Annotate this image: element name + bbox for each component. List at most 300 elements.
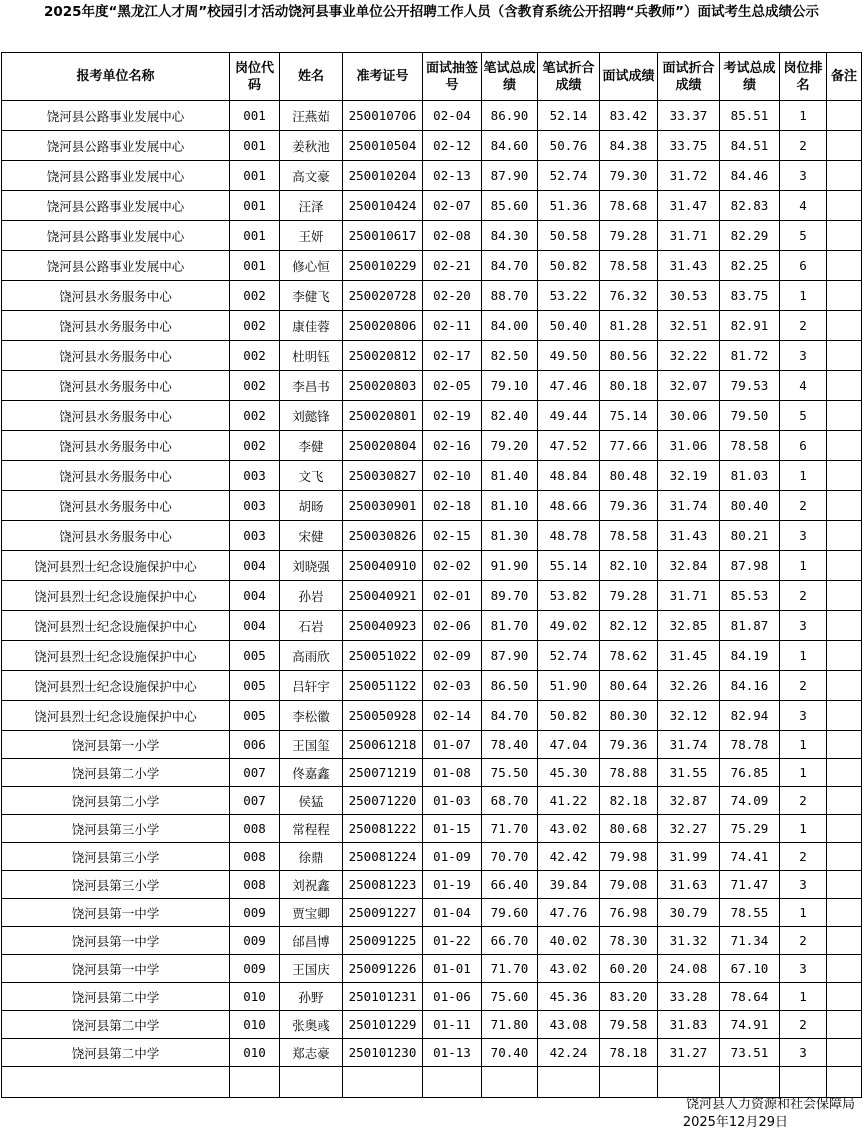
interview-weighted-cell: 30.06 [658,401,720,431]
ticket-number-cell: 250010229 [343,251,423,281]
total-score-cell: 78.58 [720,431,780,461]
name-cell: 刘懿锋 [280,401,343,431]
written-score-cell: 84.70 [482,251,538,281]
blank-cell [538,1067,600,1098]
table-row [2,101,862,131]
remarks-cell [827,581,862,611]
interview-weighted-cell: 31.71 [658,581,720,611]
written-weighted-cell: 42.24 [538,1039,600,1067]
draw-number-cell: 02-06 [423,611,482,641]
draw-number-cell: 02-05 [423,371,482,401]
written-weighted-cell: 41.22 [538,787,600,815]
draw-number-cell: 01-15 [423,815,482,843]
interview-score-cell: 78.88 [600,759,658,787]
written-score-cell: 85.60 [482,191,538,221]
name-cell: 王国庆 [280,955,343,983]
name-cell: 刘晓强 [280,551,343,581]
blank-cell [230,1067,280,1098]
draw-number-cell: 01-09 [423,843,482,871]
name-cell: 吕轩宇 [280,671,343,701]
name-cell: 王国玺 [280,731,343,759]
written-weighted-cell: 53.82 [538,581,600,611]
table-row [2,581,862,611]
written-score-cell: 79.60 [482,899,538,927]
name-cell: 康佳蓉 [280,311,343,341]
ticket-number-cell: 250091226 [343,955,423,983]
unit-cell: 饶河县烈士纪念设施保护中心 [2,581,230,611]
unit-cell: 饶河县水务服务中心 [2,431,230,461]
ticket-number-cell: 250030901 [343,491,423,521]
ticket-number-cell: 250061218 [343,731,423,759]
total-score-cell: 85.53 [720,581,780,611]
remarks-cell [827,191,862,221]
unit-cell: 饶河县水务服务中心 [2,491,230,521]
interview-score-cell: 80.64 [600,671,658,701]
draw-number-cell: 02-17 [423,341,482,371]
blank-cell [423,1067,482,1098]
interview-score-cell: 60.20 [600,955,658,983]
rank-cell: 2 [780,843,827,871]
position-code-cell: 002 [230,281,280,311]
remarks-cell [827,371,862,401]
position-code-cell: 009 [230,899,280,927]
draw-number-cell: 02-10 [423,461,482,491]
name-cell: 侯猛 [280,787,343,815]
interview-weighted-cell: 24.08 [658,955,720,983]
header-name: 姓名 [280,53,343,101]
blank-cell [482,1067,538,1098]
rank-cell: 1 [780,731,827,759]
rank-cell: 2 [780,581,827,611]
unit-cell: 饶河县第二中学 [2,1039,230,1067]
written-weighted-cell: 50.82 [538,251,600,281]
remarks-cell [827,431,862,461]
interview-score-cell: 78.62 [600,641,658,671]
written-score-cell: 68.70 [482,787,538,815]
table-row [2,281,862,311]
table-row [2,221,862,251]
written-score-cell: 91.90 [482,551,538,581]
draw-number-cell: 02-02 [423,551,482,581]
ticket-number-cell: 250030827 [343,461,423,491]
remarks-cell [827,1011,862,1039]
remarks-cell [827,551,862,581]
table-row [2,701,862,731]
total-score-cell: 74.41 [720,843,780,871]
interview-weighted-cell: 31.74 [658,731,720,759]
rank-cell: 2 [780,1011,827,1039]
interview-score-cell: 80.48 [600,461,658,491]
interview-weighted-cell: 33.37 [658,101,720,131]
interview-weighted-cell: 31.74 [658,491,720,521]
unit-cell: 饶河县公路事业发展中心 [2,161,230,191]
interview-weighted-cell: 32.26 [658,671,720,701]
name-cell: 徐鼎 [280,843,343,871]
total-score-cell: 85.51 [720,101,780,131]
interview-score-cell: 82.10 [600,551,658,581]
table-row [2,431,862,461]
table-row [2,731,862,759]
remarks-cell [827,955,862,983]
draw-number-cell: 01-19 [423,871,482,899]
draw-number-cell: 02-08 [423,221,482,251]
remarks-cell [827,221,862,251]
unit-cell: 饶河县水务服务中心 [2,281,230,311]
rank-cell: 4 [780,371,827,401]
unit-cell: 饶河县烈士纪念设施保护中心 [2,701,230,731]
interview-weighted-cell: 32.22 [658,341,720,371]
table-row [2,341,862,371]
name-cell: 王妍 [280,221,343,251]
interview-weighted-cell: 31.63 [658,871,720,899]
footer-date: 2025年12月29日 [682,1115,788,1130]
unit-cell: 饶河县烈士纪念设施保护中心 [2,671,230,701]
written-weighted-cell: 52.74 [538,641,600,671]
written-weighted-cell: 43.08 [538,1011,600,1039]
written-score-cell: 70.70 [482,843,538,871]
ticket-number-cell: 250020806 [343,311,423,341]
interview-weighted-cell: 31.06 [658,431,720,461]
ticket-number-cell: 250051122 [343,671,423,701]
position-code-cell: 002 [230,311,280,341]
table-row [2,899,862,927]
table-row [2,251,862,281]
total-score-cell: 76.85 [720,759,780,787]
draw-number-cell: 02-18 [423,491,482,521]
remarks-cell [827,251,862,281]
total-score-cell: 83.75 [720,281,780,311]
draw-number-cell: 02-19 [423,401,482,431]
ticket-number-cell: 250071220 [343,787,423,815]
header-remarks: 备注 [827,53,862,101]
written-score-cell: 78.40 [482,731,538,759]
interview-weighted-cell: 32.19 [658,461,720,491]
rank-cell: 2 [780,671,827,701]
remarks-cell [827,491,862,521]
ticket-number-cell: 250020801 [343,401,423,431]
total-score-cell: 84.46 [720,161,780,191]
ticket-number-cell: 250081224 [343,843,423,871]
rank-cell: 2 [780,927,827,955]
remarks-cell [827,927,862,955]
table-row [2,521,862,551]
total-score-cell: 82.94 [720,701,780,731]
position-code-cell: 010 [230,1039,280,1067]
name-cell: 孙野 [280,983,343,1011]
written-score-cell: 79.20 [482,431,538,461]
remarks-cell [827,671,862,701]
interview-weighted-cell: 32.87 [658,787,720,815]
rank-cell: 3 [780,871,827,899]
position-code-cell: 005 [230,671,280,701]
written-score-cell: 82.50 [482,341,538,371]
table-row [2,131,862,161]
header-ticket-number: 准考证号 [343,53,423,101]
header-unit: 报考单位名称 [2,53,230,101]
rank-cell: 3 [780,1039,827,1067]
draw-number-cell: 02-01 [423,581,482,611]
rank-cell: 6 [780,251,827,281]
ticket-number-cell: 250071219 [343,759,423,787]
position-code-cell: 004 [230,611,280,641]
draw-number-cell: 01-01 [423,955,482,983]
draw-number-cell: 02-14 [423,701,482,731]
ticket-number-cell: 250010504 [343,131,423,161]
position-code-cell: 002 [230,341,280,371]
draw-number-cell: 02-03 [423,671,482,701]
interview-weighted-cell: 31.32 [658,927,720,955]
written-weighted-cell: 50.82 [538,701,600,731]
ticket-number-cell: 250051022 [343,641,423,671]
interview-weighted-cell: 30.53 [658,281,720,311]
unit-cell: 饶河县第三小学 [2,843,230,871]
interview-score-cell: 81.28 [600,311,658,341]
interview-score-cell: 78.68 [600,191,658,221]
draw-number-cell: 01-03 [423,787,482,815]
table-row [2,641,862,671]
unit-cell: 饶河县公路事业发展中心 [2,131,230,161]
written-score-cell: 71.70 [482,955,538,983]
written-score-cell: 86.50 [482,671,538,701]
name-cell: 贾宝卿 [280,899,343,927]
written-weighted-cell: 55.14 [538,551,600,581]
rank-cell: 1 [780,759,827,787]
table-row [2,491,862,521]
written-score-cell: 84.60 [482,131,538,161]
ticket-number-cell: 250101229 [343,1011,423,1039]
interview-score-cell: 80.30 [600,701,658,731]
total-score-cell: 71.47 [720,871,780,899]
draw-number-cell: 01-13 [423,1039,482,1067]
written-score-cell: 79.10 [482,371,538,401]
name-cell: 张奥彧 [280,1011,343,1039]
total-score-cell: 82.29 [720,221,780,251]
table-row [2,787,862,815]
interview-weighted-cell: 31.72 [658,161,720,191]
written-score-cell: 71.80 [482,1011,538,1039]
written-weighted-cell: 49.50 [538,341,600,371]
draw-number-cell: 01-11 [423,1011,482,1039]
written-weighted-cell: 47.76 [538,899,600,927]
ticket-number-cell: 250081222 [343,815,423,843]
interview-score-cell: 80.68 [600,815,658,843]
unit-cell: 饶河县公路事业发展中心 [2,191,230,221]
name-cell: 汪燕茹 [280,101,343,131]
written-weighted-cell: 49.44 [538,401,600,431]
table-body [2,101,862,1098]
written-weighted-cell: 52.14 [538,101,600,131]
written-score-cell: 81.40 [482,461,538,491]
unit-cell: 饶河县第二小学 [2,759,230,787]
interview-score-cell: 79.30 [600,161,658,191]
total-score-cell: 87.98 [720,551,780,581]
interview-score-cell: 79.36 [600,491,658,521]
unit-cell: 饶河县公路事业发展中心 [2,251,230,281]
written-weighted-cell: 50.40 [538,311,600,341]
remarks-cell [827,341,862,371]
rank-cell: 2 [780,131,827,161]
ticket-number-cell: 250081223 [343,871,423,899]
total-score-cell: 75.29 [720,815,780,843]
rank-cell: 1 [780,641,827,671]
interview-score-cell: 77.66 [600,431,658,461]
written-score-cell: 84.00 [482,311,538,341]
draw-number-cell: 01-07 [423,731,482,759]
written-weighted-cell: 51.36 [538,191,600,221]
interview-score-cell: 79.28 [600,581,658,611]
position-code-cell: 008 [230,843,280,871]
total-score-cell: 81.87 [720,611,780,641]
written-weighted-cell: 51.90 [538,671,600,701]
interview-score-cell: 79.58 [600,1011,658,1039]
interview-weighted-cell: 32.84 [658,551,720,581]
remarks-cell [827,311,862,341]
name-cell: 高文豪 [280,161,343,191]
unit-cell: 饶河县第三小学 [2,871,230,899]
interview-weighted-cell: 31.55 [658,759,720,787]
total-score-cell: 80.40 [720,491,780,521]
interview-weighted-cell: 32.51 [658,311,720,341]
remarks-cell [827,461,862,491]
written-score-cell: 82.40 [482,401,538,431]
remarks-cell [827,1039,862,1067]
table-row [2,311,862,341]
total-score-cell: 74.09 [720,787,780,815]
header-draw-number: 面试抽签号 [423,53,482,101]
total-score-cell: 73.51 [720,1039,780,1067]
ticket-number-cell: 250020812 [343,341,423,371]
unit-cell: 饶河县第一小学 [2,731,230,759]
position-code-cell: 006 [230,731,280,759]
rank-cell: 5 [780,221,827,251]
interview-weighted-cell: 31.43 [658,521,720,551]
written-weighted-cell: 47.04 [538,731,600,759]
written-score-cell: 66.70 [482,927,538,955]
written-score-cell: 70.40 [482,1039,538,1067]
ticket-number-cell: 250010204 [343,161,423,191]
ticket-number-cell: 250030826 [343,521,423,551]
table-row [2,401,862,431]
table-row [2,461,862,491]
blank-cell [280,1067,343,1098]
table-row [2,611,862,641]
name-cell: 常程程 [280,815,343,843]
position-code-cell: 005 [230,701,280,731]
name-cell: 石岩 [280,611,343,641]
interview-weighted-cell: 32.85 [658,611,720,641]
total-score-cell: 74.91 [720,1011,780,1039]
header-interview-score: 面试成绩 [600,53,658,101]
written-weighted-cell: 40.02 [538,927,600,955]
table-row [2,161,862,191]
written-score-cell: 75.50 [482,759,538,787]
total-score-cell: 79.50 [720,401,780,431]
total-score-cell: 84.19 [720,641,780,671]
unit-cell: 饶河县烈士纪念设施保护中心 [2,551,230,581]
interview-score-cell: 80.56 [600,341,658,371]
interview-score-cell: 78.58 [600,251,658,281]
total-score-cell: 81.72 [720,341,780,371]
unit-cell: 饶河县第二中学 [2,983,230,1011]
interview-weighted-cell: 32.27 [658,815,720,843]
remarks-cell [827,983,862,1011]
interview-weighted-cell: 30.79 [658,899,720,927]
name-cell: 李健 [280,431,343,461]
unit-cell: 饶河县水务服务中心 [2,401,230,431]
rank-cell: 3 [780,521,827,551]
ticket-number-cell: 250020728 [343,281,423,311]
written-weighted-cell: 47.52 [538,431,600,461]
name-cell: 佟嘉鑫 [280,759,343,787]
ticket-number-cell: 250091227 [343,899,423,927]
ticket-number-cell: 250010424 [343,191,423,221]
name-cell: 李健飞 [280,281,343,311]
interview-score-cell: 75.14 [600,401,658,431]
total-score-cell: 82.83 [720,191,780,221]
written-weighted-cell: 45.36 [538,983,600,1011]
table-header-row [2,53,862,101]
name-cell: 姜秋池 [280,131,343,161]
name-cell: 宋健 [280,521,343,551]
interview-score-cell: 78.30 [600,927,658,955]
ticket-number-cell: 250040921 [343,581,423,611]
interview-score-cell: 79.28 [600,221,658,251]
written-weighted-cell: 42.42 [538,843,600,871]
name-cell: 郑志豪 [280,1039,343,1067]
written-score-cell: 87.90 [482,161,538,191]
total-score-cell: 80.21 [720,521,780,551]
unit-cell: 饶河县第一中学 [2,899,230,927]
table-row [2,843,862,871]
rank-cell: 3 [780,701,827,731]
table-row [2,671,862,701]
table-row [2,551,862,581]
unit-cell: 饶河县水务服务中心 [2,341,230,371]
unit-cell: 饶河县公路事业发展中心 [2,101,230,131]
draw-number-cell: 02-21 [423,251,482,281]
table-row [2,1039,862,1067]
position-code-cell: 009 [230,927,280,955]
rank-cell: 3 [780,341,827,371]
header-written-weighted: 笔试折合成绩 [538,53,600,101]
position-code-cell: 010 [230,1011,280,1039]
ticket-number-cell: 250091225 [343,927,423,955]
remarks-cell [827,401,862,431]
position-code-cell: 010 [230,983,280,1011]
draw-number-cell: 01-08 [423,759,482,787]
interview-score-cell: 84.38 [600,131,658,161]
interview-score-cell: 78.58 [600,521,658,551]
name-cell: 高雨欣 [280,641,343,671]
table-row [2,759,862,787]
written-score-cell: 81.10 [482,491,538,521]
draw-number-cell: 02-07 [423,191,482,221]
written-weighted-cell: 49.02 [538,611,600,641]
interview-score-cell: 79.08 [600,871,658,899]
interview-weighted-cell: 32.12 [658,701,720,731]
interview-weighted-cell: 31.47 [658,191,720,221]
written-weighted-cell: 48.78 [538,521,600,551]
remarks-cell [827,899,862,927]
position-code-cell: 001 [230,221,280,251]
interview-score-cell: 83.42 [600,101,658,131]
written-score-cell: 88.70 [482,281,538,311]
position-code-cell: 001 [230,101,280,131]
page-title: 2025年度“黑龙江人才周”校园引才活动饶河县事业单位公开招聘工作人员（含教育系统公开招聘“兵教师”）面试考生总成绩公示 [43,4,820,20]
remarks-cell [827,759,862,787]
unit-cell: 饶河县第二小学 [2,787,230,815]
table-row [2,983,862,1011]
